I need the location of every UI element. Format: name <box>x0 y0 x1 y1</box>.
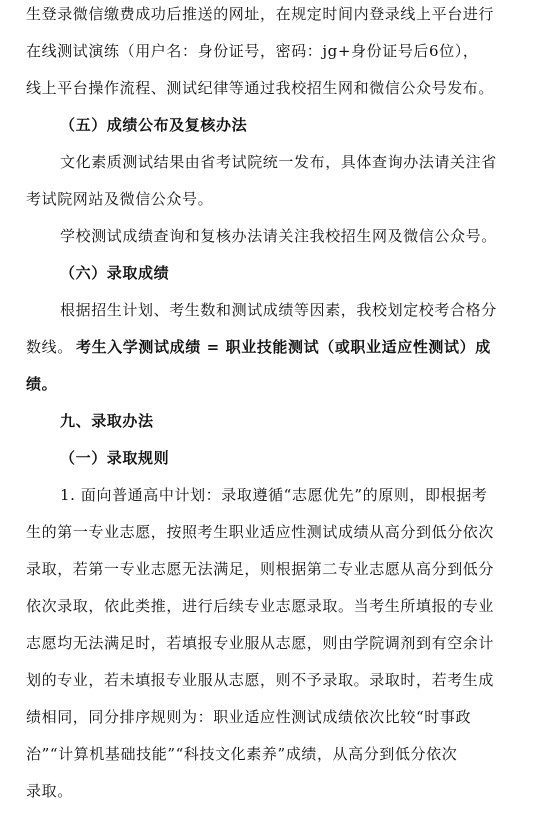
paragraph-line: 录取。 <box>26 782 73 800</box>
paragraph-line: 治”“计算机基础技能”“科技文化素养”成绩，从高分到低分依次 <box>26 745 458 763</box>
paragraph-line: 绩相同，同分排序规则为：职业适应性测试成绩依次比较“时事政 <box>26 708 472 726</box>
paragraph-line: 1. 面向普通高中计划：录取遵循“志愿优先”的原则，即根据考 <box>60 486 488 504</box>
paragraph-line: 划的专业，若未填报专业服从志愿，则不予录取。录取时，若考生成 <box>26 671 495 689</box>
paragraph-line: 线上平台操作流程、测试纪律等通过我校招生网和微信公众号发布。 <box>26 79 495 97</box>
paragraph-line: 考试院网站及微信公众号。 <box>26 190 214 208</box>
paragraph-line: 依次录取，依此类推，进行后续专业志愿录取。当考生所填报的专业 <box>26 597 495 615</box>
paragraph-line: 志愿均无法满足时，若填报专业服从志愿，则由学院调剂到有空余计 <box>26 634 495 652</box>
paragraph-line: 根据招生计划、考生数和测试成绩等因素，我校划定校考合格分 <box>60 301 497 319</box>
chapter-heading-admission-method: 九、录取办法 <box>60 412 154 430</box>
paragraph-line: 学校测试成绩查询和复核办法请关注我校招生网及微信公众号。 <box>60 227 497 245</box>
paragraph-line: 文化素质测试结果由省考试院统一发布，具体查询办法请关注省 <box>60 153 497 171</box>
section-heading-admission-score: （六）录取成绩 <box>60 264 170 282</box>
paragraph-line: 生的第一专业志愿，按照考生职业适应性测试成绩从高分到低分依次 <box>26 523 495 541</box>
section-heading-admission-rules: （一）录取规则 <box>60 449 170 467</box>
paragraph-line: 录取，若第一专业志愿无法满足，则根据第二专业志愿从高分到低分 <box>26 560 495 578</box>
section-heading-results: （五）成绩公布及复核办法 <box>60 116 248 134</box>
paragraph-line: 数线。 <box>26 338 73 356</box>
score-formula-end: 绩。 <box>26 375 58 393</box>
paragraph-line: 生登录微信缴费成功后推送的网址，在规定时间内登录线上平台进行 <box>26 5 495 23</box>
score-formula: 考生入学测试成绩 = 职业技能测试（或职业适应性测试）成 <box>76 338 491 356</box>
paragraph-line: 在线测试演练（用户名：身份证号，密码：jg+身份证号后6位）， <box>26 42 479 60</box>
